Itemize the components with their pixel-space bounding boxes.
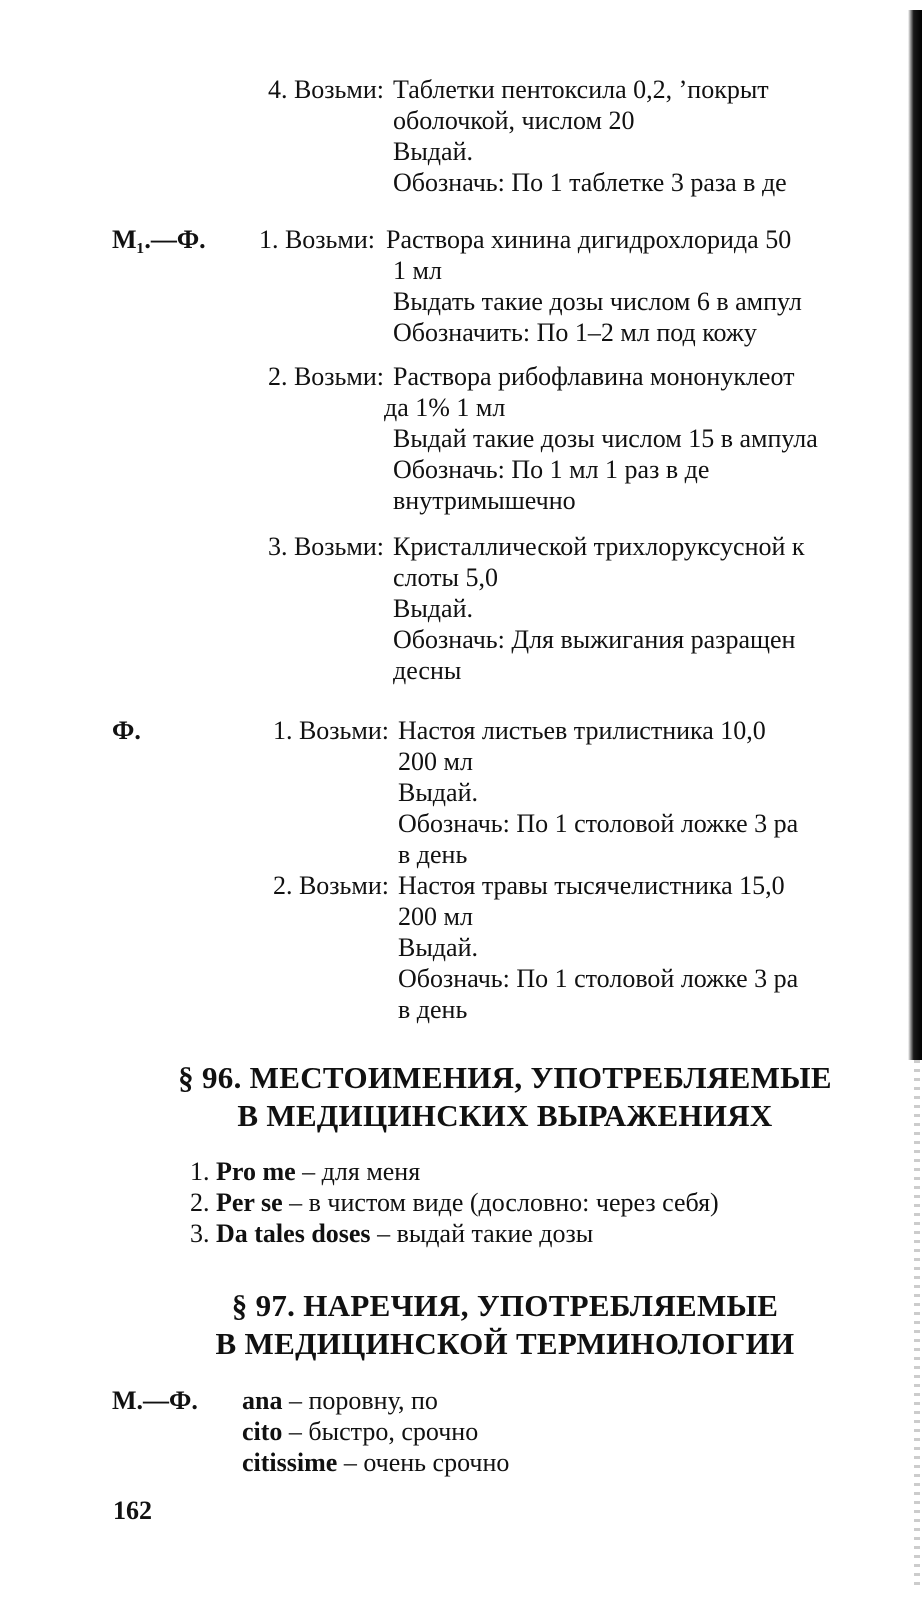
prescription-line: Раствора рибофлавина мононуклеот: [393, 362, 795, 391]
prescription-line: Раствора хинина дигидрохлорида 50: [386, 225, 792, 254]
page-number: 162: [113, 1496, 152, 1525]
prescription-line: Таблетки пентоксила 0,2, ʼпокрыт: [393, 75, 769, 104]
latin-term: Per se: [216, 1188, 283, 1217]
prescription-number: 4. Возьми:: [267, 75, 384, 104]
latin-term: ana: [242, 1386, 283, 1415]
list-item: [190, 1218, 719, 1249]
list-item: [190, 1187, 719, 1218]
prescription-line: 1 мл: [393, 256, 442, 285]
prescription-line: Кристаллической трихлоруксусной к: [393, 532, 805, 561]
binding-shadow: [908, 10, 922, 1060]
prescription-number: 1. Возьми:: [272, 716, 389, 745]
prescription-line: Обозначь: По 1 столовой ложке 3 ра: [398, 964, 799, 993]
prescription-line: оболочкой, числом 20: [393, 106, 635, 135]
prescription-number: 2. Возьми:: [267, 362, 384, 391]
prescription-body: [398, 870, 882, 1025]
prescription-line: Обозначь: По 1 мл 1 раз в де: [393, 455, 710, 484]
section-96-heading-line1: § 96. МЕСТОИМЕНИЯ, УПОТРЕБЛЯЕМЫЕ: [178, 1060, 832, 1095]
list-item-number: 3.: [190, 1219, 210, 1248]
term-definition: – в чистом виде (дословно: через себя): [289, 1188, 719, 1217]
binding-edge: [914, 1060, 920, 1590]
latin-term: Da tales doses: [216, 1219, 371, 1248]
prescription-line: Обозначь: По 1 столовой ложке 3 ра: [398, 809, 799, 838]
section-mark: М₁.—Ф.: [112, 225, 206, 254]
prescription-line: внутримышечно: [393, 486, 576, 515]
prescription-line: Выдай.: [398, 778, 478, 807]
prescription-number: 2. Возьми:: [272, 871, 389, 900]
list-item: [242, 1416, 509, 1447]
section-97-heading-line2: В МЕДИЦИНСКОЙ ТЕРМИНОЛОГИИ: [215, 1326, 795, 1361]
latin-term: cito: [242, 1417, 283, 1446]
pronoun-list: [190, 1156, 719, 1249]
list-item: [242, 1385, 509, 1416]
prescription-line: десны: [393, 656, 462, 685]
latin-term: citissime: [242, 1448, 338, 1477]
section-mark: М.—Ф.: [112, 1386, 198, 1415]
prescription-line: Выдай.: [393, 594, 473, 623]
prescription-line: Выдать такие дозы числом 6 в ампул: [393, 287, 802, 316]
prescription-line: 200 мл: [398, 747, 473, 776]
section-97-heading-line1: § 97. НАРЕЧИЯ, УПОТРЕБЛЯЕМЫЕ: [231, 1288, 779, 1323]
prescription-body: [393, 74, 882, 198]
section-mark: Ф.: [112, 716, 141, 745]
prescription-line: Обозначить: По 1–2 мл под кожу: [393, 318, 757, 347]
prescription-line: Обозначь: Для выжигания разращен: [393, 625, 796, 654]
prescription-line: Настоя травы тысячелистника 15,0: [398, 871, 785, 900]
prescription-body: [398, 715, 882, 870]
term-definition: – выдай такие дозы: [377, 1219, 594, 1248]
prescription-number: 3. Возьми:: [267, 532, 384, 561]
term-definition: – очень срочно: [343, 1448, 510, 1477]
prescription-line: да 1% 1 мл: [384, 393, 506, 422]
term-definition: – поровну, по: [288, 1386, 438, 1415]
prescription-body: [384, 361, 882, 516]
term-definition: – для меня: [302, 1157, 421, 1186]
list-item-number: 2.: [190, 1188, 210, 1217]
prescription-body: [386, 224, 882, 348]
prescription-line: в день: [398, 995, 468, 1024]
latin-term: Pro me: [216, 1157, 296, 1186]
prescription-line: в день: [398, 840, 468, 869]
prescription-body: [393, 531, 882, 686]
prescription-number: 1. Возьми:: [258, 225, 375, 254]
section-96-heading-line2: В МЕДИЦИНСКИХ ВЫРАЖЕНИЯХ: [237, 1098, 773, 1133]
prescription-line: слоты 5,0: [393, 563, 499, 592]
term-definition: – быстро, срочно: [288, 1417, 479, 1446]
prescription-line: Выдай.: [398, 933, 478, 962]
prescription-line: Настоя листьев трилистника 10,0: [398, 716, 766, 745]
prescription-line: Выдай.: [393, 137, 473, 166]
list-item-number: 1.: [190, 1157, 210, 1186]
list-item: [190, 1156, 719, 1187]
list-item: [242, 1447, 509, 1478]
prescription-line: 200 мл: [398, 902, 473, 931]
adverb-terms: [242, 1385, 509, 1478]
prescription-line: Выдай такие дозы числом 15 в ампула: [393, 424, 818, 453]
prescription-line: Обозначь: По 1 таблетке 3 раза в де: [393, 168, 787, 197]
